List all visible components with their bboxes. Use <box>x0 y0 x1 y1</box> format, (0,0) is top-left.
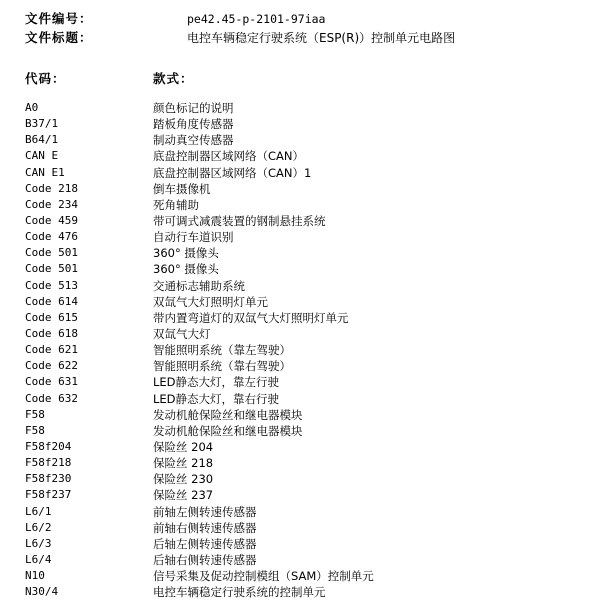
component-description: 自动行车道识别 <box>153 230 234 245</box>
list-item <box>25 407 585 423</box>
list-item <box>25 310 585 326</box>
list-item <box>25 229 585 245</box>
component-description: 360° 摄像头 <box>153 262 219 277</box>
component-description: 后轴右侧转速传感器 <box>153 552 257 567</box>
component-code: Code 631 <box>25 375 78 389</box>
component-description: 信号采集及促动控制模组（SAM）控制单元 <box>153 569 374 584</box>
component-code: L6/2 <box>25 520 52 534</box>
component-description: 保险丝 237 <box>153 488 214 503</box>
list-item <box>25 181 585 197</box>
component-description: LED静态大灯，靠右行驶 <box>153 391 280 406</box>
component-code: Code 218 <box>25 181 78 195</box>
component-code: L6/3 <box>25 536 52 550</box>
component-description: 双氙气大灯照明灯单元 <box>153 294 268 309</box>
component-code: Code 501 <box>25 246 78 260</box>
description-column-header: 款式： <box>153 71 194 86</box>
component-description: 底盘控制器区域网络（CAN） <box>153 149 304 164</box>
list-item <box>25 197 585 213</box>
component-code: Code 234 <box>25 197 78 211</box>
component-code: CAN E <box>25 149 59 163</box>
component-code: N10 <box>25 569 45 583</box>
component-description: 颜色标记的说明 <box>153 101 234 115</box>
component-description: 保险丝 230 <box>153 472 214 487</box>
list-item <box>25 536 585 552</box>
list-item <box>25 278 585 294</box>
doc-title-label: 文件标题： <box>25 30 93 45</box>
component-description: 死角辅助 <box>153 197 199 212</box>
component-code: Code 618 <box>25 326 78 340</box>
component-description: 底盘控制器区域网络（CAN）1 <box>153 165 312 180</box>
component-code: F58f230 <box>25 472 72 486</box>
component-code: Code 459 <box>25 213 78 227</box>
component-code: N30/4 <box>25 585 59 599</box>
component-description: 倒车摄像机 <box>153 181 211 196</box>
component-code: CAN E1 <box>25 165 65 179</box>
code-column-header: 代码： <box>25 71 66 86</box>
component-code: B64/1 <box>25 133 59 147</box>
list-item <box>25 374 585 390</box>
component-code: Code 615 <box>25 310 78 324</box>
list-item <box>25 245 585 261</box>
list-item <box>25 471 585 487</box>
list-item <box>25 439 585 455</box>
component-code: Code 476 <box>25 230 78 244</box>
list-item <box>25 326 585 342</box>
component-code: A0 <box>25 101 39 114</box>
list-item <box>25 100 585 116</box>
component-description: 智能照明系统（靠左驾驶） <box>153 343 291 358</box>
component-description: 前轴左侧转速传感器 <box>153 504 257 519</box>
list-item <box>25 213 585 229</box>
component-code: L6/1 <box>25 504 52 518</box>
doc-title-value: 电控车辆稳定行驶系统（ESP(R)）控制单元电路图 <box>187 31 456 45</box>
component-code: F58f237 <box>25 488 72 502</box>
list-item <box>25 504 585 520</box>
component-description: 保险丝 218 <box>153 456 214 471</box>
component-description: 电控车辆稳定行驶系统的控制单元 <box>153 585 326 600</box>
component-description: 前轴右侧转速传感器 <box>153 520 257 535</box>
list-item <box>25 342 585 358</box>
component-description: 发动机舱保险丝和继电器模块 <box>153 423 303 438</box>
component-code: B37/1 <box>25 117 59 131</box>
component-description: 交通标志辅助系统 <box>153 278 245 293</box>
component-code: Code 622 <box>25 359 78 373</box>
list-item <box>25 455 585 471</box>
list-item <box>25 148 585 164</box>
list-item <box>25 552 585 568</box>
component-description: 智能照明系统（靠右驾驶） <box>153 359 291 374</box>
component-list <box>25 100 585 600</box>
doc-number-value: pe42.45-p-2101-97iaa <box>187 12 326 26</box>
component-description: 带可调式减震装置的钢制悬挂系统 <box>153 213 326 228</box>
component-description: LED静态大灯，靠左行驶 <box>153 375 280 390</box>
component-description: 带内置弯道灯的双氙气大灯照明灯单元 <box>153 310 349 325</box>
list-item <box>25 165 585 181</box>
list-item <box>25 358 585 374</box>
component-code: F58 <box>25 407 45 421</box>
component-description: 保险丝 204 <box>153 439 214 454</box>
component-description: 360° 摄像头 <box>153 246 219 261</box>
list-item <box>25 584 585 600</box>
list-item <box>25 116 585 132</box>
list-item <box>25 520 585 536</box>
list-item <box>25 391 585 407</box>
list-item <box>25 568 585 584</box>
list-item <box>25 423 585 439</box>
component-code: F58f218 <box>25 456 72 470</box>
component-code: Code 632 <box>25 391 78 405</box>
component-code: Code 621 <box>25 343 78 357</box>
component-code: Code 501 <box>25 262 78 276</box>
component-description: 发动机舱保险丝和继电器模块 <box>153 407 303 422</box>
component-code: F58f204 <box>25 439 72 453</box>
component-description: 制动真空传感器 <box>153 133 234 148</box>
list-item <box>25 487 585 503</box>
component-code: Code 614 <box>25 294 78 308</box>
component-description: 双氙气大灯 <box>153 326 211 341</box>
component-description: 踏板角度传感器 <box>153 117 234 132</box>
component-description: 后轴左侧转速传感器 <box>153 536 257 551</box>
component-code: F58 <box>25 423 45 437</box>
doc-number-label: 文件编号： <box>25 11 93 26</box>
component-code: Code 513 <box>25 278 78 292</box>
list-item <box>25 294 585 310</box>
list-item <box>25 261 585 277</box>
list-item <box>25 132 585 148</box>
component-code: L6/4 <box>25 552 52 566</box>
